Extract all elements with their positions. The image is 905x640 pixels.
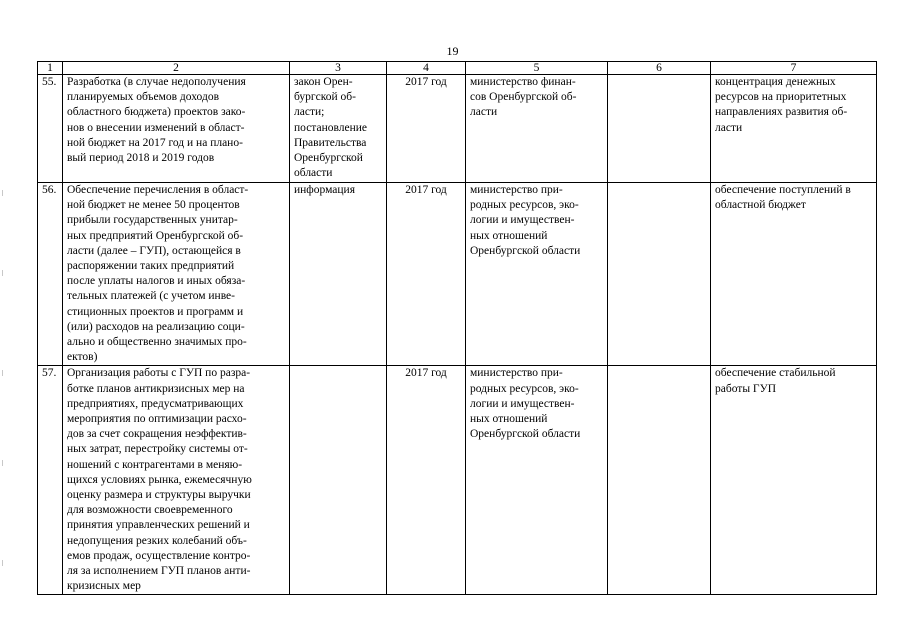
column-header: 3: [290, 62, 387, 75]
expected-result: концентрация денежных ресурсов на приоритетных направлениях развития об- ласти: [711, 75, 877, 183]
action-description: Обеспечение перечисления в област- ной бюджет не менее 50 процентов прибыли государственных унитар- ных предприятий Оренбургской об- ласти (далее – ГУП), остающейся в распоряжении таких предприятий после уплаты налогов и иных обяза- тельных платежей (с учетом инве- стиционных проектов и программ и (или) расходов на реализацию соци- ально и общественно значимых про- ектов): [63, 183, 290, 366]
action-description: Разработка (в случае недополучения планируемых объемов доходов областного бюджета) проектов зако- нов о внесении изменений в област- ной бюджет на 2017 год и на плано- вый период 2018 и 2019 годов: [63, 75, 290, 183]
document-type: закон Орен- бургской об- ласти; постановление Правительства Оренбургской области: [290, 75, 387, 183]
column-header: 6: [608, 62, 711, 75]
column-header: 1: [38, 62, 63, 75]
column-6-cell: [608, 366, 711, 595]
deadline: 2017 год: [387, 366, 466, 595]
action-description: Организация работы с ГУП по разра- ботке планов антикризисных мер на предприятиях, предусматривающих мероприятия по оптимизации расхо- дов за счет сокращения неэффектив- ных затрат, перестройку системы от- ношений с контрагентами в меняю- щихся условиях рынка, ежемесячную оценку размера и структуры выручки для возможности своевременного принятия управленческих решений и недопущения резких колебаний объ- емов продаж, осуществление контро- ля за исполнением ГУП планов анти- кризисных мер: [63, 366, 290, 595]
column-6-cell: [608, 183, 711, 366]
row-number: 57.: [38, 366, 63, 595]
deadline: 2017 год: [387, 183, 466, 366]
responsible-executor: министерство финан- сов Оренбургской об- ласти: [466, 75, 608, 183]
responsible-executor: министерство при- родных ресурсов, эко- логии и имуществен- ных отношений Оренбургской области: [466, 366, 608, 595]
table-header-row: [38, 62, 877, 75]
column-header: 4: [387, 62, 466, 75]
column-header: 5: [466, 62, 608, 75]
responsible-executor: министерство при- родных ресурсов, эко- логии и имуществен- ных отношений Оренбургской области: [466, 183, 608, 366]
page-number: 19: [446, 44, 459, 58]
table-row: [38, 183, 877, 366]
column-6-cell: [608, 75, 711, 183]
table-row: [38, 366, 877, 595]
table-row: [38, 75, 877, 183]
row-number: 56.: [38, 183, 63, 366]
document-type: [290, 366, 387, 595]
binding-margin-marks: [0, 180, 6, 600]
deadline: 2017 год: [387, 75, 466, 183]
row-number: 55.: [38, 75, 63, 183]
document-type: информация: [290, 183, 387, 366]
column-header: 2: [63, 62, 290, 75]
expected-result: обеспечение поступлений в областной бюджет: [711, 183, 877, 366]
expected-result: обеспечение стабильной работы ГУП: [711, 366, 877, 595]
action-plan-table: [37, 61, 877, 595]
column-header: 7: [711, 62, 877, 75]
